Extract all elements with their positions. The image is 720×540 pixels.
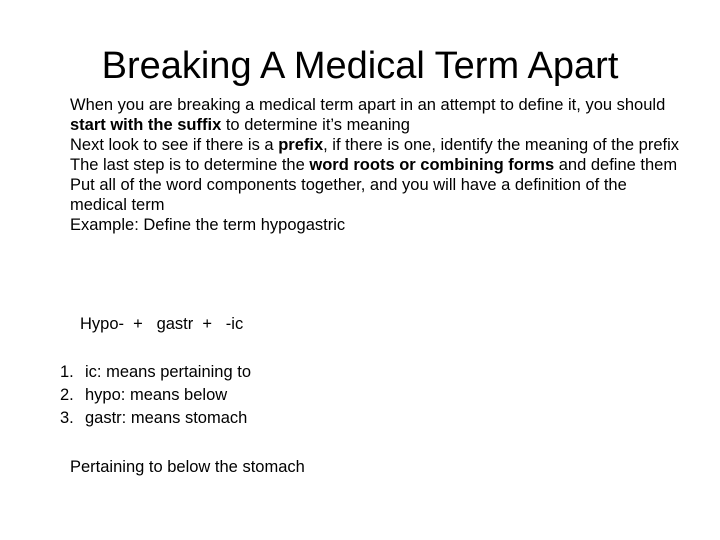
term-breakdown-equation: Hypo- + gastr + -ic — [80, 315, 244, 333]
step-text: hypo: means below — [85, 386, 228, 404]
bullet-text: Next look to see if there is a — [70, 136, 279, 154]
slide-title: Breaking A Medical Term Apart — [101, 45, 619, 87]
bullet-list — [70, 95, 680, 235]
bullet-bold-text: prefix — [278, 136, 324, 154]
list-item — [60, 407, 251, 430]
bullet-item — [70, 155, 680, 175]
definition-result: Pertaining to below the stomach — [70, 458, 305, 476]
bullet-item — [70, 95, 680, 135]
step-number: 2. — [60, 386, 74, 404]
step-number: 1. — [60, 363, 74, 381]
step-text: ic: means pertaining to — [85, 363, 252, 381]
step-number: 3. — [60, 409, 74, 427]
bullet-text: Put all of the word components together, and you will have a definition of the medical term — [70, 176, 627, 214]
bullet-bold-text: start with the suffix — [70, 116, 222, 134]
bullet-item — [70, 135, 680, 155]
bullet-bold-text: word roots or combining forms — [309, 156, 555, 174]
bullet-text: , if there is one, identify the meaning of the prefix — [323, 136, 679, 154]
numbered-steps — [60, 361, 251, 430]
bullet-item — [70, 215, 680, 235]
list-item — [60, 361, 251, 384]
step-text: gastr: means stomach — [85, 409, 248, 427]
bullet-item — [70, 175, 680, 215]
bullet-text: to determine it’s meaning — [221, 116, 410, 134]
list-item — [60, 384, 251, 407]
bullet-text: and define them — [554, 156, 678, 174]
bullet-text: The last step is to determine the — [70, 156, 310, 174]
bullet-text: When you are breaking a medical term apart in an attempt to define it, you should — [70, 96, 666, 114]
bullet-text: Example: Define the term hypogastric — [70, 216, 346, 234]
